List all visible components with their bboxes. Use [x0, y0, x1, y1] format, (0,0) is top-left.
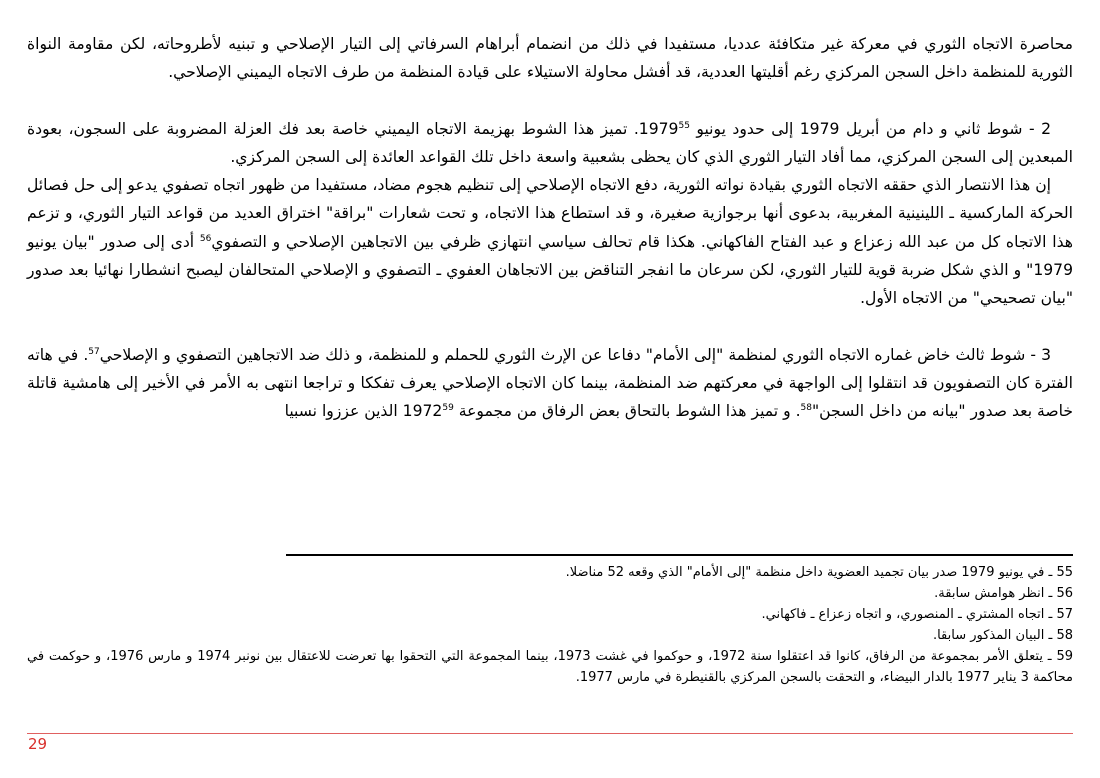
paragraph-4-text-d: الذين عززوا نسبيا — [284, 402, 403, 421]
bottom-rule — [27, 733, 1073, 734]
page-number: 29 — [28, 735, 48, 753]
paragraph-4-text-c: . و تميز هذا الشوط بالتحاق بعض الرفاق من مجموعة 1972 — [402, 402, 801, 421]
paragraph-3-text-a: إن هذا الانتصار الذي حققه الاتجاه الثوري بقيادة نواته الثورية، دفع الاتجاه الإصلاحي إلى تنظيم هجوم مضاد، مستفيدا من ظهور اتجاه تصفوي يدعو إلى حل فصائل الحركة الماركسية ـ اللينينية المغربية، بدعوى أنها برجوازية صغيرة، و قد استطاع هذا الاتجاه، و تحت شعارات "براقة" اختراق العديد من قواعد التيار الثوري، و تزعم هذا الاتجاه كل من عبد الله زعزاع و عبد الفتاح الفاكهاني. هكذا قام تحالف سياسي انتهازي ظرفي بين الاتجاهين الإصلاحي و التصفوي — [27, 176, 1073, 251]
paragraph-2-text-a: 2 - شوط ثاني و دام من أبريل 1979 إلى حدود يونيو 1979 — [638, 119, 1051, 138]
main-text — [27, 30, 1073, 426]
footnote-ref-59[interactable]: 59 — [442, 403, 454, 414]
footnote-59: 59 ـ يتعلق الأمر بمجموعة من الرفاق، كانوا قد اعتقلوا سنة 1972، و حوكموا في غشت 1973، بينما المجموعة التي التحقوا بها تعرضت للاعتقال بين نونبر 1974 و مارس 1976، و حوكمت في محاكمة 3 يناير 1977 بالدار البيضاء، و التحقت بالسجن المركزي بالقنيطرة في مارس 1977. — [27, 649, 1073, 685]
footnote-ref-56[interactable]: 56 — [199, 233, 212, 244]
paragraph-1-text: محاصرة الاتجاه الثوري في معركة غير متكافئة عدديا، مستفيدا في ذلك من انضمام أبراهام السرفاتي إلى التيار الإصلاحي و تبنيه لأطروحاته، لكن مقاومة النواة الثورية للمنظمة داخل السجن المركزي رغم أقليتها العددية، قد أفشل محاولة الاستيلاء على قيادة المنظمة من طرف الاتجاه اليميني الإصلاحي. — [27, 35, 1073, 82]
paragraph-4-text-a: 3 - شوط ثالث خاض غماره الاتجاه الثوري لمنظمة "إلى الأمام" دفاعا عن الإرث الثوري للحملم و للمنظمة، و ذلك ضد الاتجاهين التصفوي و الإصلاحي — [99, 345, 1051, 364]
footnote-56: 56 ـ انظر هوامش سابقة. — [934, 586, 1073, 601]
paragraph-4 — [27, 341, 1073, 426]
footnote-ref-57[interactable]: 57 — [88, 346, 100, 357]
footnotes — [27, 562, 1073, 688]
paragraph-4-text-b: . في هاته الفترة كان التصفويون قد انتقلوا إلى الواجهة في معركتهم ضد المنظمة، بينما كان الاتجاه الإصلاحي يعرف تفككا و تراجعا انتهى به الأمر في الأخير إلى هامشية قاتلة خاصة بعد صدور "بيانه من داخل السجن" — [27, 345, 1073, 421]
paragraph-2-text-b: . تميز هذا الشوط بهزيمة الاتجاه اليميني خاصة بعد فك العزلة المضروبة على السجون، بعودة المبعدين إلى السجن المركزي، مما أفاد التيار الثوري الذي كان يحظى بشعبية واسعة داخل تلك القواعد العائدة إلى السجن المركزي. — [27, 119, 1073, 166]
paragraph-2 — [27, 115, 1073, 172]
footnote-58: 58 ـ البيان المذكور سابقا. — [932, 628, 1073, 643]
footnote-ref-58[interactable]: 58 — [800, 403, 812, 414]
paragraph-1 — [27, 30, 1073, 87]
footnote-ref-55[interactable]: 55 — [678, 120, 690, 131]
footnote-57: 57 ـ اتجاه المشتري ـ المنصوري، و اتجاه زعزاع ـ فاكهاني. — [761, 607, 1073, 622]
paragraph-3-text-b: أدى إلى صدور "بيان يونيو 1979" و الذي شكل ضربة قوية للتيار الثوري، لكن سرعان ما انفجر التناقض بين الاتجاهان العفوي ـ التصفوي و الإصلاحي المتحالفان ليصبح انشطارا نهائيا بعد صدور "بيان تصحيحي" من الاتجاه الأول. — [27, 232, 1073, 308]
footnote-55: 55 ـ في يونيو 1979 صدر بيان تجميد العضوية داخل منظمة "إلى الأمام" الذي وقعه 52 مناضلا. — [565, 565, 1073, 580]
footnote-separator — [286, 554, 1073, 556]
paragraph-3 — [27, 171, 1073, 312]
